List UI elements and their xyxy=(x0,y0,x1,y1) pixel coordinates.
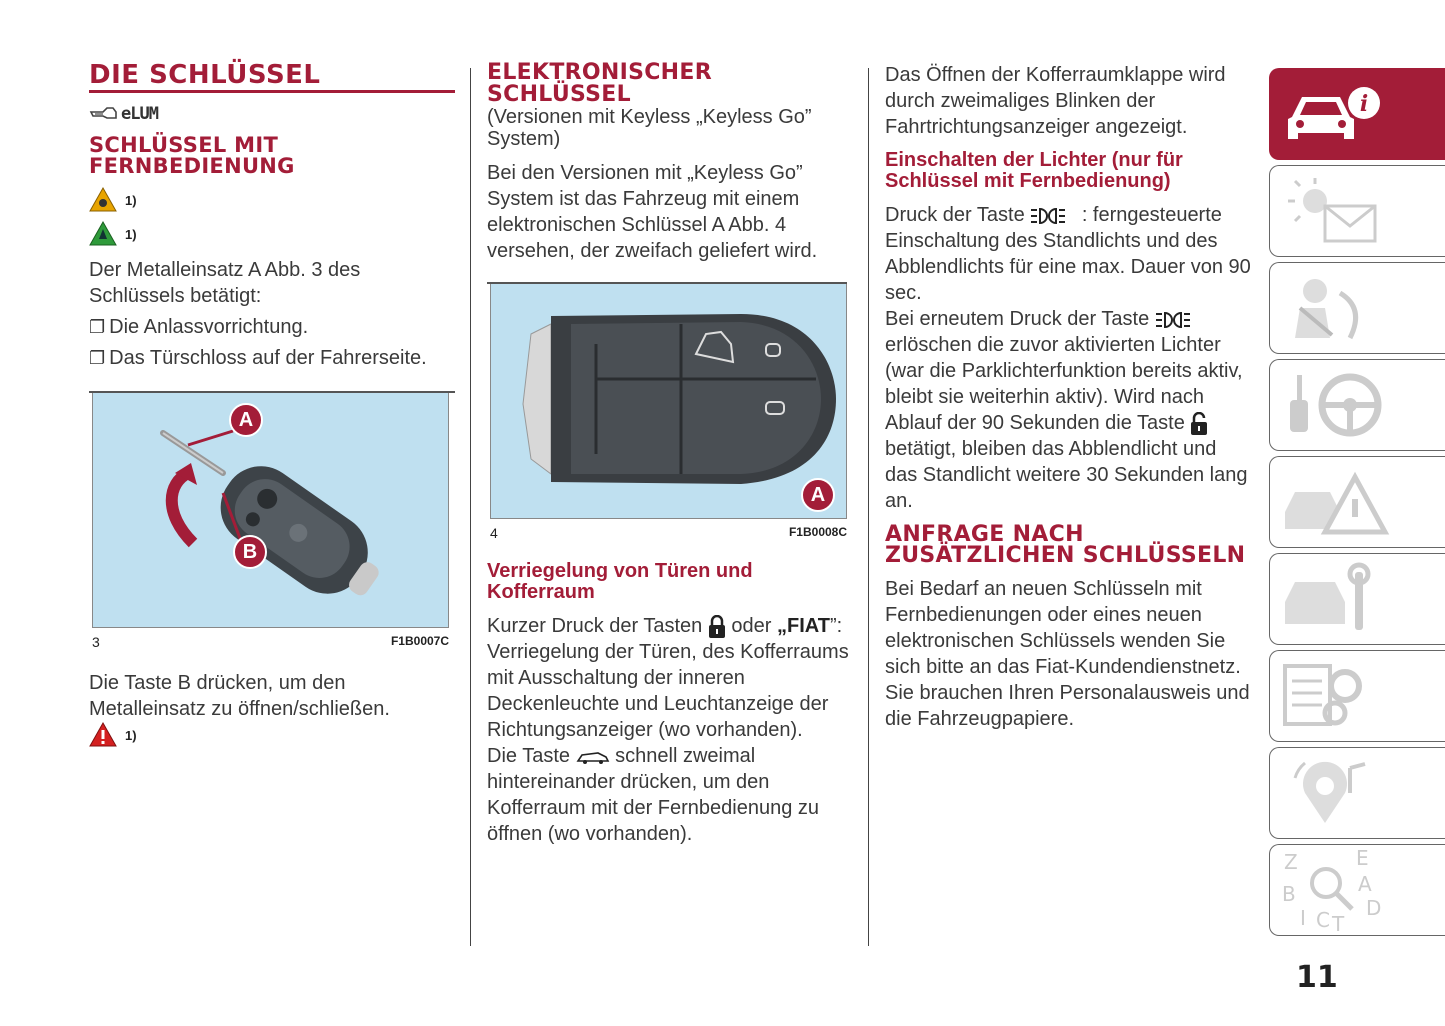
section-title: DIE SCHLÜSSEL xyxy=(89,62,455,93)
checkbox-bullet-icon: ❐ xyxy=(89,317,106,337)
figure-caption xyxy=(92,634,449,650)
column-divider xyxy=(470,68,471,946)
section-title: ANFRAGE NACH ZUSÄTZLICHEN SCHLÜSSELN xyxy=(885,522,1246,568)
column-divider xyxy=(868,68,869,946)
subheading: Einschalten der Lichter (nur für Schlüssel mit Fernbedienung) xyxy=(885,149,1183,192)
text-span: betätigt, bleiben das Abblendlicht und das Standlicht weitere 30 Sekunden lang an. xyxy=(885,438,1248,512)
text-span: erlöschen die zuvor aktivierten Lichter (war die Parklichterfunktion bereits aktiv, bleibt sie weiterhin aktiv). Wird nach Ablauf der 90 Sekunden die Taste xyxy=(885,334,1243,434)
index-letter: Z xyxy=(1284,850,1298,874)
paragraph xyxy=(487,743,851,847)
warning-row xyxy=(89,722,455,748)
list-item xyxy=(89,345,455,371)
index-letter: I xyxy=(1300,906,1306,930)
text-span: Die Taste xyxy=(487,745,571,767)
warning-light-message-icon xyxy=(1270,166,1445,256)
tab-lights-messages[interactable] xyxy=(1269,165,1445,257)
tab-starting-driving[interactable] xyxy=(1269,359,1445,451)
page-number: 11 xyxy=(1296,960,1338,995)
document-gear-icon xyxy=(1270,651,1445,741)
section-subtitle: SCHLÜSSEL MIT FERNBEDIENUNG xyxy=(89,133,295,178)
figure-number: 4 xyxy=(490,525,498,541)
paragraph xyxy=(487,613,851,743)
keyless-fob-illustration xyxy=(491,284,846,518)
svg-text:i: i xyxy=(1359,91,1369,117)
index-letter: T xyxy=(1332,912,1345,935)
trunk-car-icon xyxy=(576,749,610,765)
section-title: ELEKTRONISCHER SCHLÜSSEL xyxy=(487,60,712,107)
car-warning-triangle-icon xyxy=(1270,457,1445,547)
version-note: (Versionen mit Keyless „Keyless Go” System) xyxy=(487,106,812,150)
key-steering-icon xyxy=(1270,360,1445,450)
paragraph: Das Öffnen der Kofferraumklappe wird durch zweimaliges Blinken der Fahrtrichtungsanzeiger angezeigt. xyxy=(885,64,1226,138)
index-letter: E xyxy=(1356,846,1369,870)
index-letter: D xyxy=(1366,896,1382,920)
list-item-text: Das Türschloss auf der Fahrerseite. xyxy=(109,347,427,369)
tab-car-info[interactable] xyxy=(1269,68,1445,160)
figure-code: F1B0008C xyxy=(788,525,847,539)
multimedia-icon xyxy=(1270,748,1445,838)
flip-key-illustration xyxy=(93,393,448,627)
index-letter: C xyxy=(1316,908,1330,932)
environment-triangle-icon xyxy=(89,221,117,247)
paragraph xyxy=(885,202,1251,306)
figure-label-a: A xyxy=(229,403,263,437)
lock-icon xyxy=(708,615,726,639)
car-wrench-icon xyxy=(1270,554,1445,644)
figure-4 xyxy=(490,284,847,519)
warning-row xyxy=(89,183,455,217)
tab-maintenance[interactable] xyxy=(1269,553,1445,645)
warning-reference: 1) xyxy=(125,192,137,208)
text-span: Druck der Taste xyxy=(885,204,1025,226)
text-span: schnell zweimal hintereinander drücken, um den Kofferraum mit der Fernbedienung zu öffnen (wo vorhanden). xyxy=(487,745,820,845)
column-1 xyxy=(89,62,455,748)
figure-3 xyxy=(92,393,449,628)
text-span: oder xyxy=(731,615,772,637)
unlock-icon xyxy=(1190,412,1208,436)
hand-key-icon xyxy=(89,104,119,124)
tab-emergency[interactable] xyxy=(1269,456,1445,548)
paragraph: Bei den Versionen mit „Keyless Go” System ist das Fahrzeug mit einem elektronischen Schlüssel A Abb. 4 versehen, der zweifach geliefert wird. xyxy=(487,162,818,262)
symbol-text: eLUM xyxy=(121,104,158,124)
headlight-icon xyxy=(1155,309,1201,331)
figure-code: F1B0007C xyxy=(390,634,449,648)
subheading: Verriegelung von Türen und Kofferraum xyxy=(487,560,753,603)
headlight-icon xyxy=(1030,205,1076,227)
list-item xyxy=(89,314,455,340)
index-letter: B xyxy=(1282,882,1296,906)
list-item-text: Die Anlassvorrichtung. xyxy=(109,316,309,338)
index-letter: A xyxy=(1358,872,1372,896)
warning-reference: 1) xyxy=(125,226,137,242)
paragraph xyxy=(885,306,1251,514)
text-span: Bei erneutem Druck der Taste xyxy=(885,308,1150,330)
text-span: ”: Verriegelung der Türen, des Kofferraums mit Ausschaltung der inneren Deckenleuchte und Leuchtanzeige der Richtungsanzeiger (wo vorhanden). xyxy=(487,615,849,741)
tab-safety[interactable] xyxy=(1269,262,1445,354)
key-symbol xyxy=(89,97,455,131)
after-figure-text: Die Taste B drücken, um den Metalleinsatz zu öffnen/schließen. xyxy=(89,672,390,720)
column-3 xyxy=(885,62,1251,732)
figure-caption xyxy=(490,525,847,541)
warning-row xyxy=(89,217,455,251)
column-2 xyxy=(487,62,851,847)
checkbox-bullet-icon: ❐ xyxy=(89,348,106,368)
text-span: Kurzer Druck der Tasten xyxy=(487,615,703,637)
intro-text: Der Metalleinsatz A Abb. 3 des Schlüssels betätigt: xyxy=(89,259,361,307)
figure-label-a: A xyxy=(801,478,835,512)
text-span: : ferngesteuerte Einschaltung des Standlichts und des Abblendlichts für eine max. Dauer von 90 sec. xyxy=(885,204,1251,304)
paragraph: Bei Bedarf an neuen Schlüsseln mit Fernbedienungen oder eines neuen elektronischen Schlüssels wenden Sie sich bitte an das Fiat-Kundendienstnetz. Sie brauchen Ihren Personalausweis und die Fahrzeugpapiere. xyxy=(885,578,1250,730)
tab-multimedia[interactable] xyxy=(1269,747,1445,839)
seat-safety-icon xyxy=(1270,263,1445,353)
tab-index[interactable] xyxy=(1269,844,1445,936)
index-search-icon xyxy=(1270,845,1445,935)
tab-technical-data[interactable] xyxy=(1269,650,1445,742)
car-info-icon xyxy=(1270,69,1445,159)
caution-triangle-icon xyxy=(89,187,117,213)
fiat-label: „FIAT xyxy=(777,615,830,637)
danger-triangle-icon xyxy=(89,722,117,748)
warning-reference: 1) xyxy=(125,727,137,743)
figure-label-b: B xyxy=(233,535,267,569)
figure-number: 3 xyxy=(92,634,100,650)
